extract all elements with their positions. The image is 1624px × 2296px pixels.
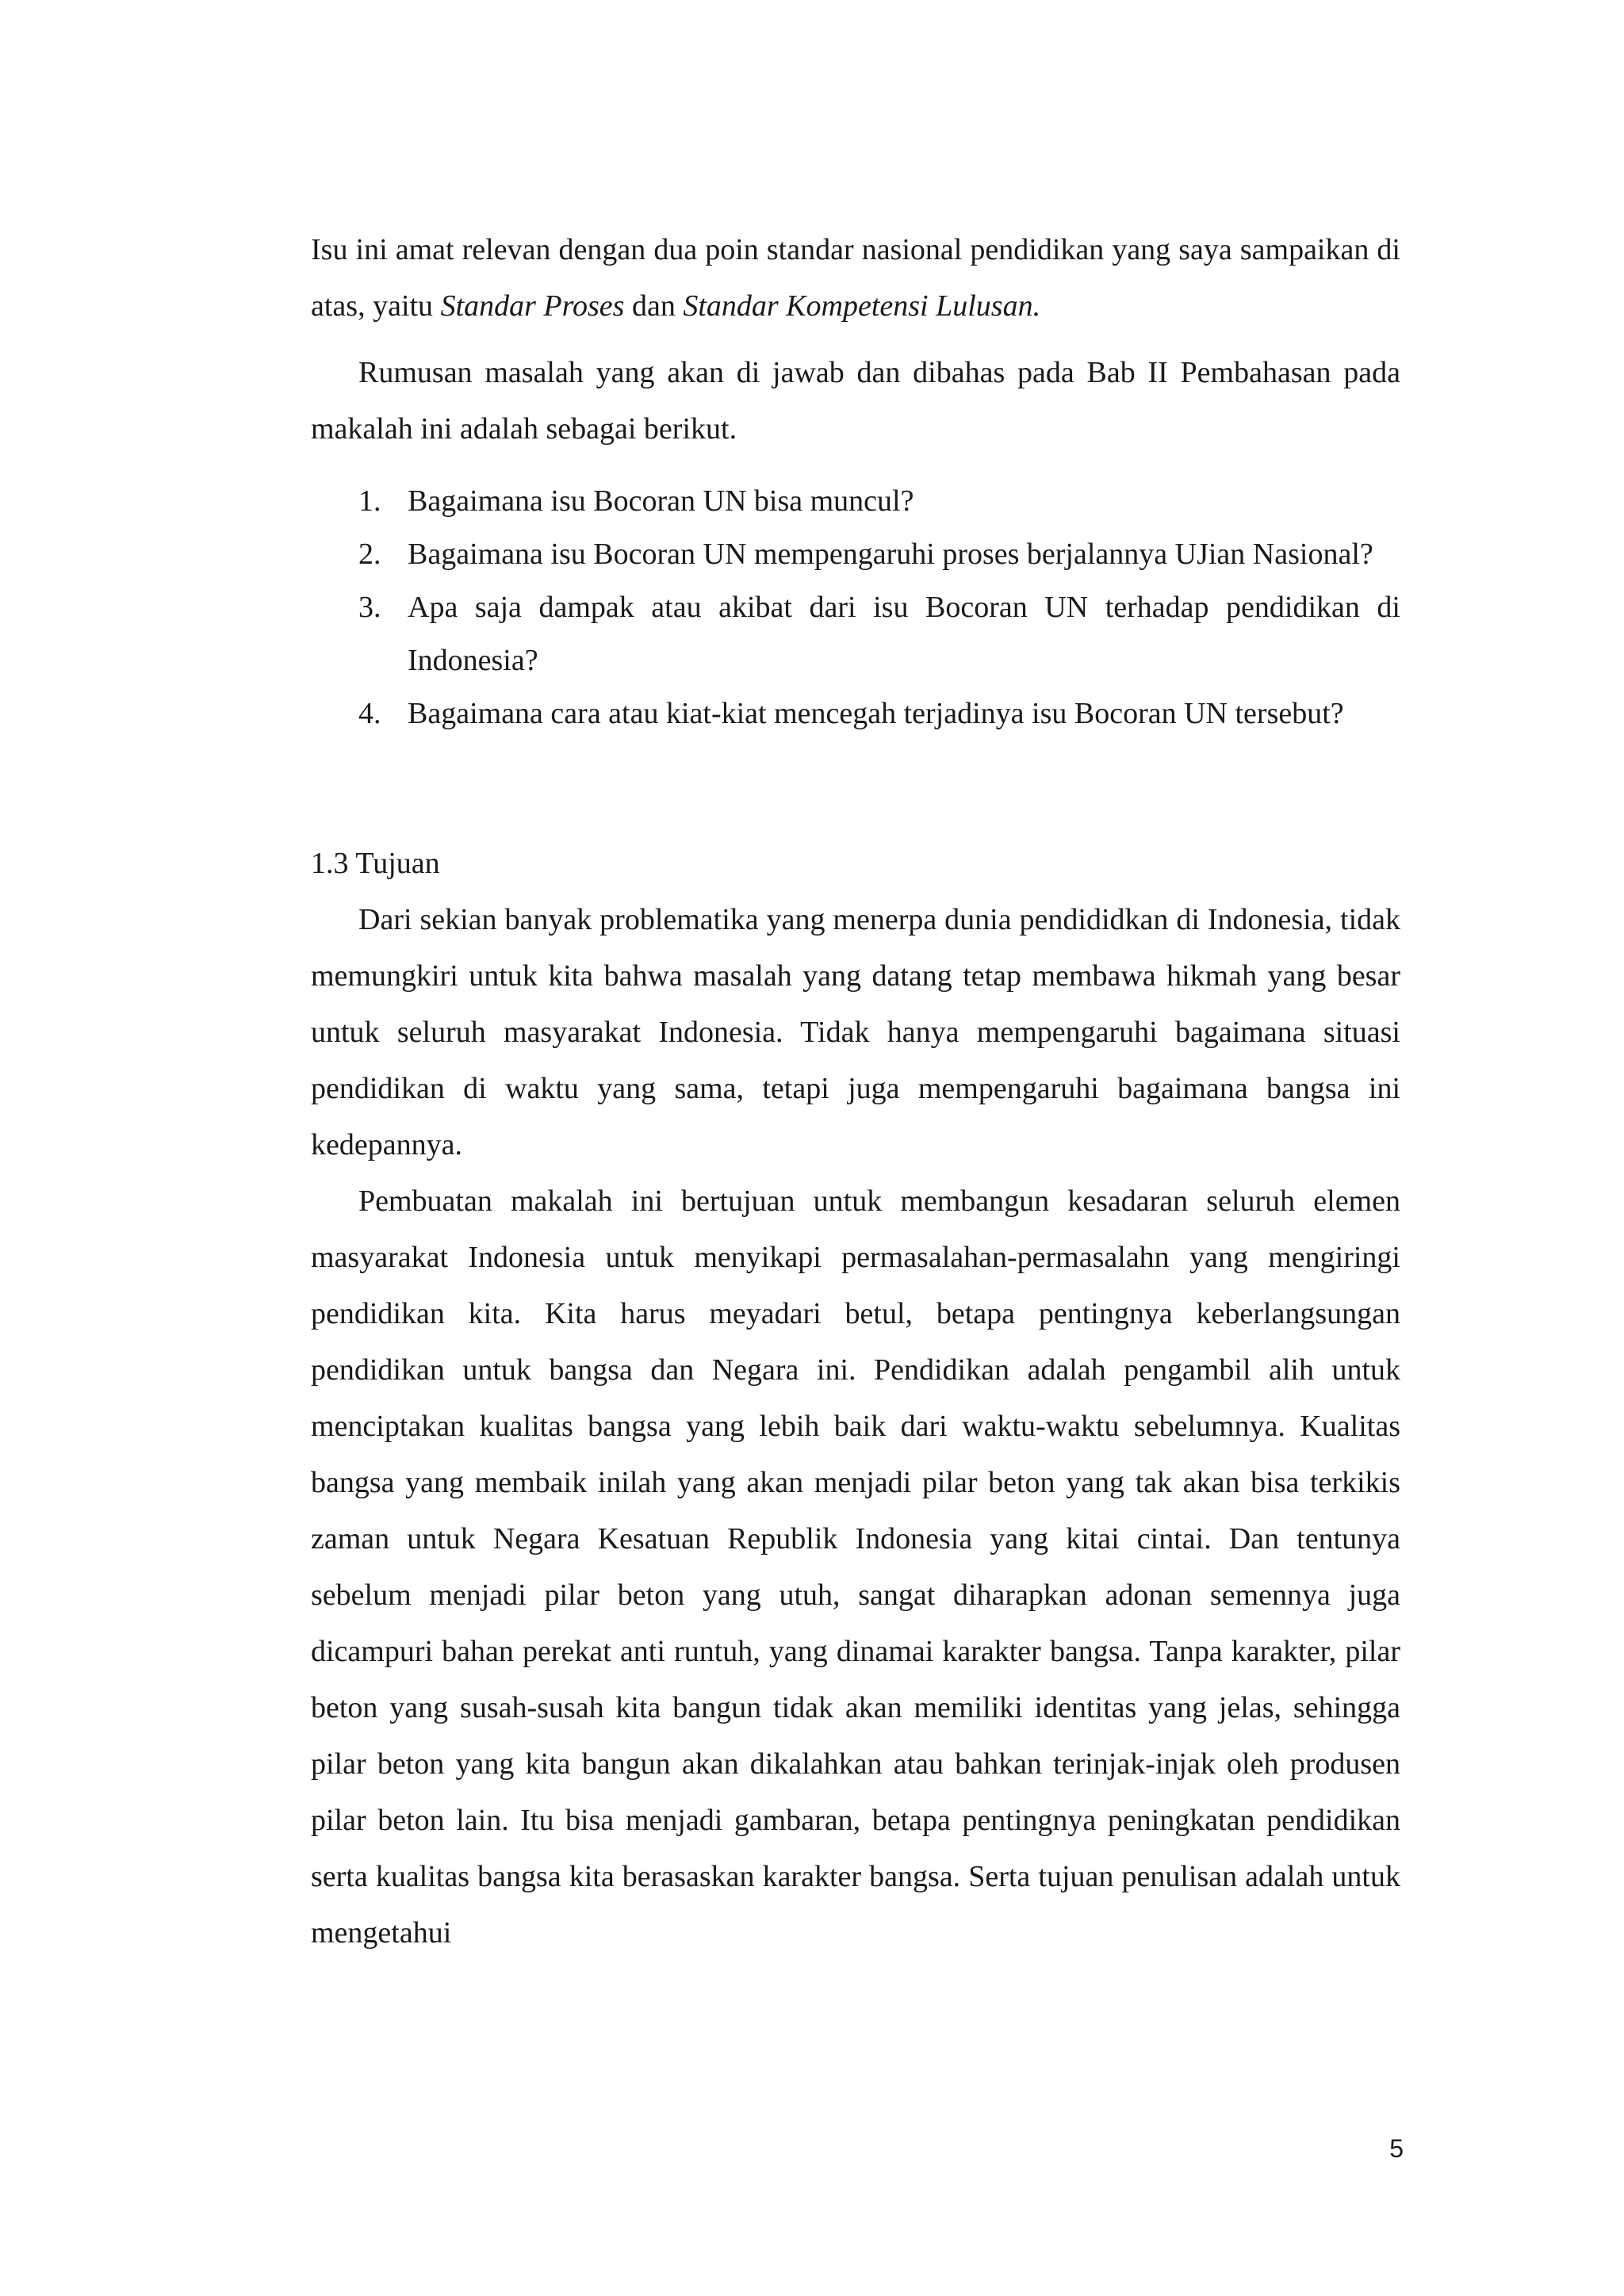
list-item (311, 581, 1400, 687)
list-item-number: 4. (358, 697, 381, 730)
list-item-text: Bagaimana isu Bocoran UN mempengaruhi proses berjalannya UJian Nasional? (408, 538, 1373, 571)
list-item (311, 528, 1400, 581)
list-item-text: Apa saja dampak atau akibat dari isu Bocoran UN terhadap pendidikan di Indonesia? (408, 591, 1400, 677)
question-list (311, 475, 1400, 740)
list-item-number: 1. (358, 484, 381, 518)
page-number: 5 (1389, 2134, 1404, 2163)
intro-italic-standar-kompetensi: Standar Kompetensi Lulusan. (683, 289, 1041, 323)
section-heading-tujuan: 1.3 Tujuan (311, 847, 440, 880)
list-item-text: Bagaimana isu Bocoran UN bisa muncul? (408, 484, 914, 518)
intro-text: Isu ini amat relevan dengan dua poin standar nasional pendidikan yang saya sampaikan di atas, yaitu (311, 233, 1400, 323)
intro-italic-standar-proses: Standar Proses (440, 289, 625, 323)
list-item (311, 687, 1400, 740)
list-item (311, 475, 1400, 528)
rumusan-paragraph: Rumusan masalah yang akan di jawab dan dibahas pada Bab II Pembahasan pada makalah ini adalah sebagai berikut. (311, 356, 1400, 446)
intro-connector: dan (624, 289, 684, 323)
page-content (311, 222, 1400, 1961)
list-item-number: 3. (358, 591, 381, 624)
list-item-text: Bagaimana cara atau kiat-kiat mencegah terjadinya isu Bocoran UN tersebut? (408, 697, 1344, 730)
tujuan-paragraph-1: Dari sekian banyak problematika yang menerpa dunia pendididkan di Indonesia, tidak memungkiri untuk kita bahwa masalah yang datang tetap membawa hikmah yang besar untuk seluruh masyarakat Indonesia. Tidak hanya mempengaruhi bagaimana situasi pendidikan di waktu yang sama, tetapi juga mempengaruhi bagaimana bangsa ini kedepannya. (311, 903, 1400, 1161)
list-item-number: 2. (358, 538, 381, 571)
intro-paragraph (311, 222, 1400, 335)
tujuan-paragraph-2: Pembuatan makalah ini bertujuan untuk membangun kesadaran seluruh elemen masyarakat Indonesia untuk menyikapi permasalahan-permasalahn yang mengiringi pendidikan kita. Kita harus meyadari betul, betapa pentingnya keberlangsungan pendidikan untuk bangsa dan Negara ini. Pendidikan adalah pengambil alih untuk menciptakan kualitas bangsa yang lebih baik dari waktu-waktu sebelumnya. Kualitas bangsa yang membaik inilah yang akan menjadi pilar beton yang tak akan bisa terkikis zaman untuk Negara Kesatuan Republik Indonesia yang kitai cintai. Dan tentunya sebelum menjadi pilar beton yang utuh, sangat diharapkan adonan semennya juga dicampuri bahan perekat anti runtuh, yang dinamai karakter bangsa. Tanpa karakter, pilar beton yang susah-susah kita bangun tidak akan memiliki identitas yang jelas, sehingga pilar beton yang kita bangun akan dikalahkan atau bahkan terinjak-injak oleh produsen pilar beton lain. Itu bisa menjadi gambaran, betapa pentingnya peningkatan pendidikan serta kualitas bangsa kita berasaskan karakter bangsa. Serta tujuan penulisan adalah untuk mengetahui (311, 1184, 1400, 1950)
